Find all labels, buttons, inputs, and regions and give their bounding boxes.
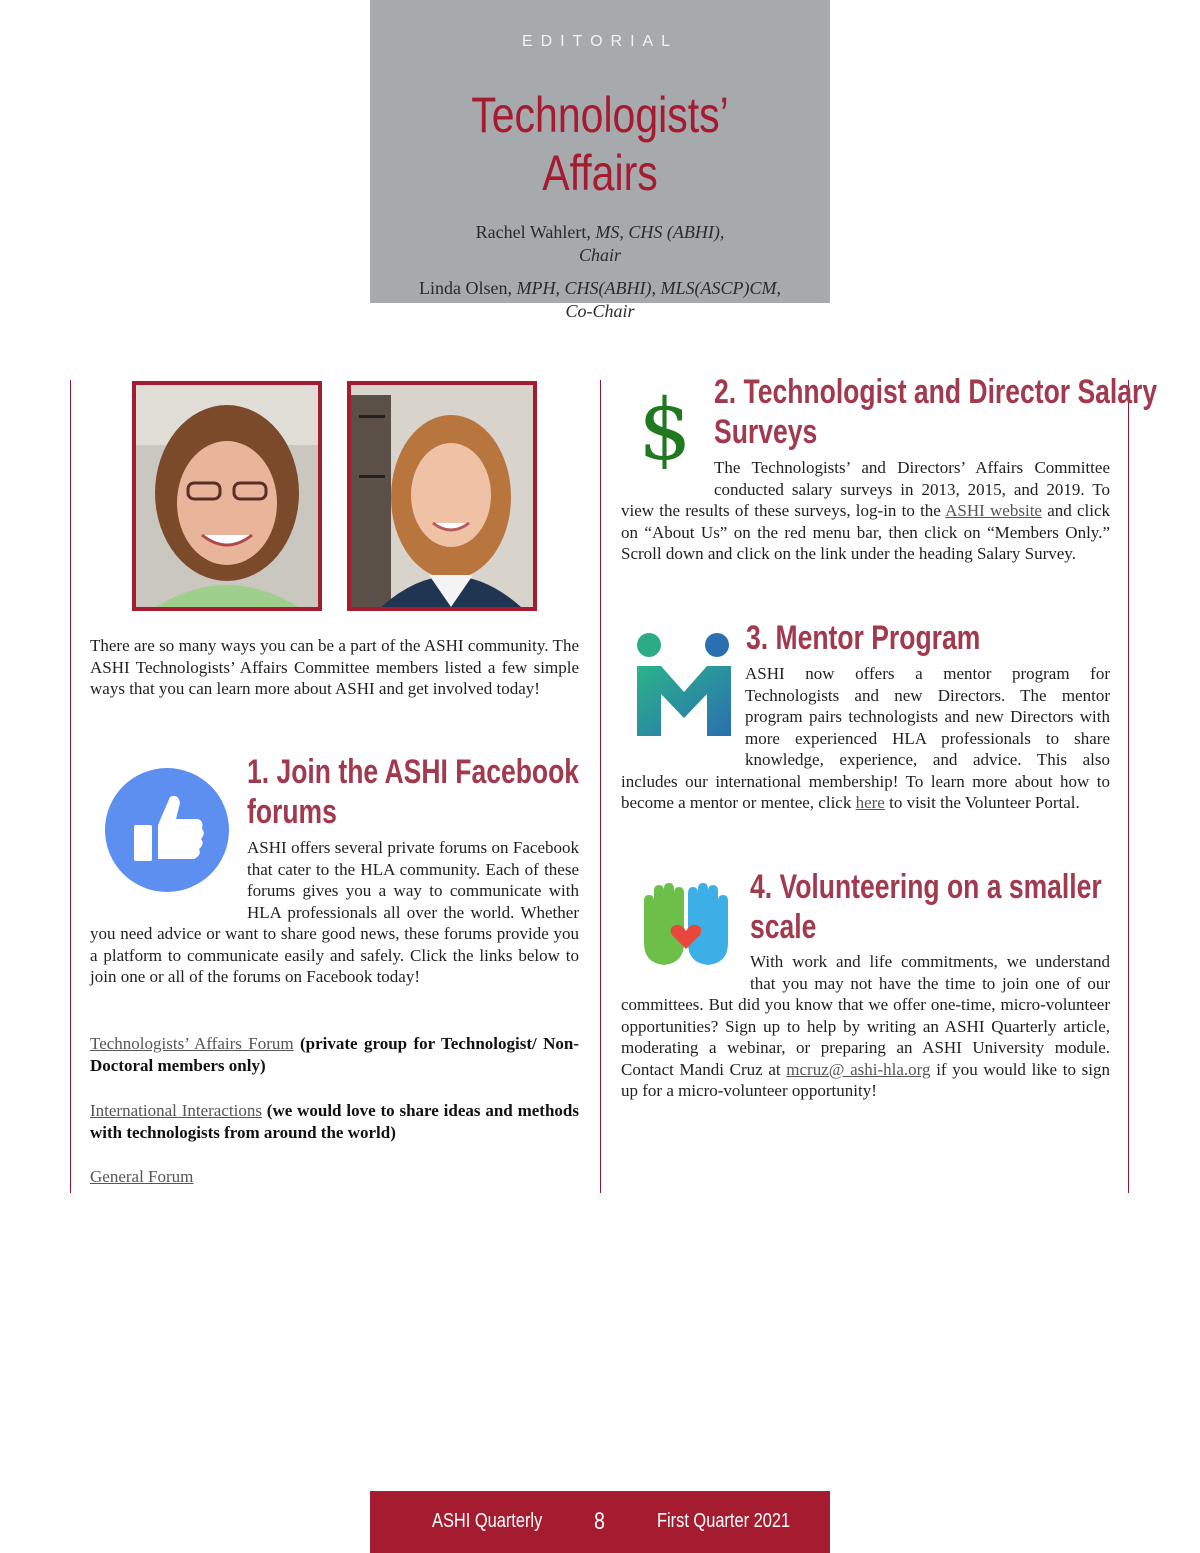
page-title: Technologists’ Affairs — [471, 87, 729, 201]
author-photo-1 — [132, 381, 322, 611]
author-2 — [370, 277, 830, 323]
forum-link-row-2 — [90, 1100, 579, 1143]
ashi-website-link[interactable]: ASHI website — [945, 501, 1042, 520]
section-1-heading — [247, 752, 579, 832]
technologists-affairs-forum-link[interactable]: Technologists’ Affairs Forum — [90, 1034, 294, 1053]
left-column-rule — [70, 380, 71, 1193]
section-2-body-wrap — [621, 457, 1110, 565]
section-4-heading — [750, 867, 1102, 947]
footer-page-number: 8 — [594, 1508, 605, 1535]
right-column-rule — [1128, 380, 1129, 1193]
footer-publication: ASHI Quarterly — [432, 1510, 543, 1532]
section-4-body-end: if you would like to sign up for a micro-volunteer opportunity! — [621, 1059, 1110, 1100]
editorial-header — [370, 0, 830, 321]
author-1 — [370, 221, 830, 267]
section-2-heading — [714, 372, 1157, 452]
mentor-here-link[interactable]: here — [855, 793, 885, 812]
author-2-credentials: MPH, CHS(ABHI), MLS(ASCP)CM, — [516, 278, 781, 298]
section-kicker: EDITORIAL — [521, 33, 679, 50]
center-column-rule — [600, 380, 601, 1193]
section-3-heading: 3. Mentor Program — [746, 619, 981, 657]
intro-paragraph: There are so many ways you can be a part of the ASHI community. The ASHI Technologists’ Affairs Committee members listed a few simple ways that you can learn more about ASHI and get involved today! — [90, 636, 579, 698]
section-3-body-end: to visit the Volunteer Portal. — [884, 793, 1080, 812]
section-3-body-wrap — [621, 663, 1110, 814]
section-1-heading-line-1: 1. Join the ASHI Facebook — [247, 753, 580, 791]
section-4-heading-line-2: scale — [750, 908, 817, 946]
page-footer — [370, 1491, 830, 1553]
section-4-body-start: With work and life commitments, we understand that you may not have the time to join one of our committees. But did you know that we offer one-time, micro-volunteer opportunities? Sign up to help by writing an ASHI Quarterly article, moderating a webinar, or preparing an ASHI University module. Contact Mandi Cruz at — [621, 952, 1110, 1079]
section-1-body: ASHI offers several private forums on Facebook that cater to the HLA community. Each of these forums gives you a way to communicate with HLA professionals all over the world. Whether you need advice or want to share good news, these forums provide you a platform to communicate easily and safely. Click the links below to join one or all of the forums on Facebook today! — [90, 838, 579, 986]
author-1-name: Rachel Wahlert, — [475, 222, 596, 242]
author-1-role: Chair — [578, 245, 621, 265]
author-photo-2 — [347, 381, 537, 611]
section-3-body-start: ASHI now offers a mentor program for Technologists and new Directors. The mentor program pairs technologists and new Directors with more experienced HLA professionals to share knowledge, experience, and advice. This also includes our international membership! To learn more about how to become a mentor or mentee, click — [621, 664, 1110, 812]
forum-link-row-1 — [90, 1033, 579, 1076]
section-2-heading-line-2: Surveys — [714, 413, 818, 451]
forum-link-row-3 — [90, 1166, 579, 1188]
section-1-heading-line-2: forums — [247, 793, 337, 831]
forum-link-1-note: (private group for Technologist/ Non-Doctoral members only) — [90, 1034, 579, 1075]
contact-email-link[interactable]: mcruz@ ashi-hla.org — [786, 1059, 931, 1079]
section-2-body-end: and click on “About Us” on the red menu bar, then click on “Members Only.” Scroll down and click on the link under the heading Salary Survey. — [621, 501, 1110, 563]
author-1-credentials: MS, CHS (ABHI), — [595, 222, 725, 242]
international-interactions-link[interactable]: International Interactions — [90, 1101, 262, 1120]
section-4-body-wrap — [621, 951, 1110, 1102]
footer-issue: First Quarter 2021 — [657, 1510, 791, 1532]
general-forum-link[interactable]: General Forum — [90, 1167, 194, 1186]
svg-text:$: $ — [638, 383, 692, 469]
forum-link-2-note: (we would love to share ideas and methods with technologists from around the world) — [90, 1101, 579, 1142]
section-2-body-start: The Technologists’ and Directors’ Affairs Committee conducted salary surveys in 2013, 2015, and 2019. To view the results of these surveys, log-in to the — [621, 458, 1110, 520]
section-2-heading-line-1: 2. Technologist and Director Salary — [714, 373, 1158, 411]
section-1-body-wrap — [90, 837, 579, 988]
author-2-name: Linda Olsen, — [419, 278, 517, 298]
section-4-heading-line-1: 4. Volunteering on a smaller — [750, 868, 1102, 906]
author-2-role: Co-Chair — [565, 301, 635, 321]
